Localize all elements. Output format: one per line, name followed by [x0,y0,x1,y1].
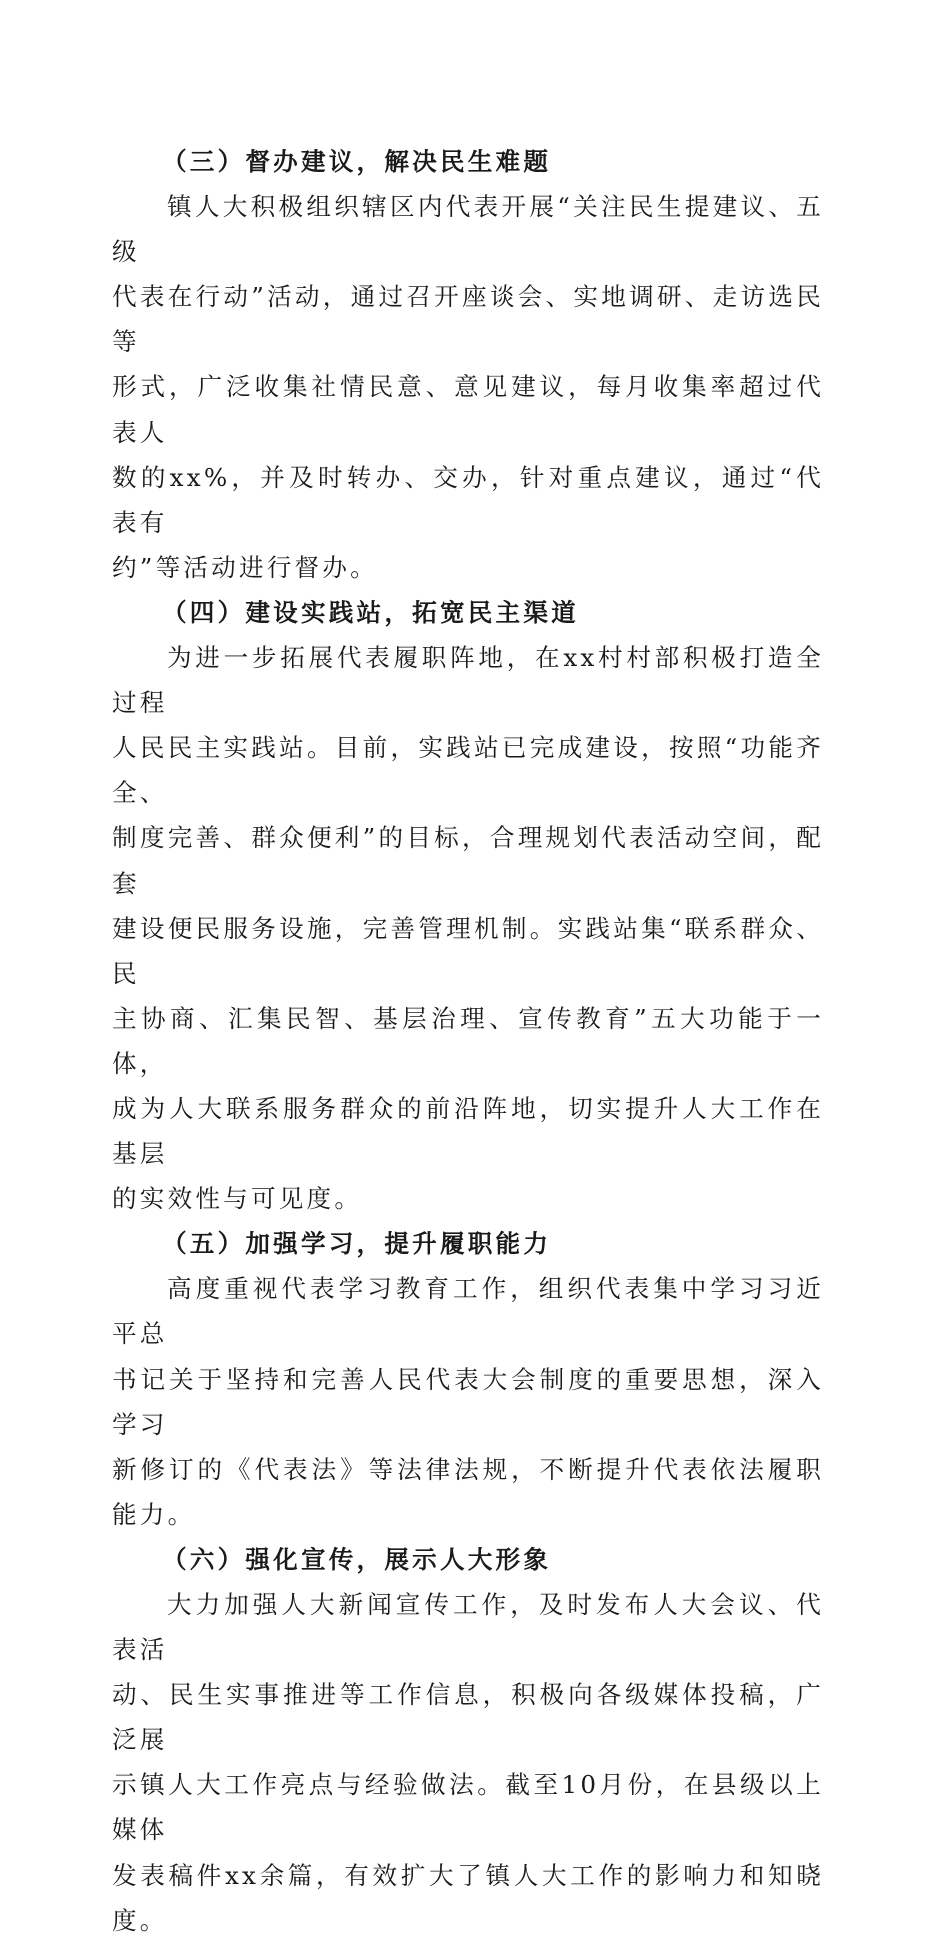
paragraph-line: 代表在行动”活动，通过召开座谈会、实地调研、走访选民等 [112,282,824,357]
section-paragraph-5 [112,1266,824,1537]
paragraph-line: 成为人大联系服务群众的前沿阵地，切实提升人大工作在基层 [112,1093,824,1169]
paragraph-line: 制度完善、群众便利”的目标，合理规划代表活动空间，配套 [112,823,824,898]
paragraph-line: 书记关于坚持和完善人民代表大会制度的重要思想，深入学习 [112,1364,824,1439]
paragraph-line: 的实效性与可见度。 [112,1184,363,1214]
paragraph-line: 动、民生实事推进等工作信息，积极向各级媒体投稿，广泛展 [112,1680,824,1755]
paragraph-line: 镇人大积极组织辖区内代表开展“关注民生提建议、五级 [112,192,824,267]
paragraph-line: 为进一步拓展代表履职阵地，在xx村村部积极打造全过程 [112,643,824,718]
paragraph-line: 大力加强人大新闻宣传工作，及时发布人大会议、代表活 [112,1590,824,1665]
paragraph-line: 约”等活动进行督办。 [112,552,378,582]
section-heading-6: （六）强化宣传，展示人大形象 [162,1544,552,1574]
paragraph-line: 建设便民服务设施，完善管理机制。实践站集“联系群众、民 [112,913,824,988]
section-heading-5: （五）加强学习，提升履职能力 [162,1229,552,1259]
section-paragraph-4 [112,635,824,1221]
paragraph-line: 高度重视代表学习教育工作，组织代表集中学习习近平总 [112,1274,824,1349]
section-heading-4: （四）建设实践站，拓宽民主渠道 [162,597,579,627]
paragraph-line: 发表稿件xx余篇，有效扩大了镇人大工作的影响力和知晓度。 [112,1860,824,1935]
paragraph-line: 人民民主实践站。目前，实践站已完成建设，按照“功能齐全、 [112,733,824,808]
document-body [112,139,824,1943]
section-heading-3: （三）督办建议，解决民生难题 [162,147,552,176]
paragraph-line: 新修订的《代表法》等法律法规，不断提升代表依法履职能力。 [112,1454,824,1529]
paragraph-line: 示镇人大工作亮点与经验做法。截至10月份，在县级以上媒体 [112,1770,824,1845]
paragraph-line: 主协商、汇集民智、基层治理、宣传教育”五大功能于一体， [112,1003,824,1078]
section-paragraph-6 [112,1582,824,1943]
paragraph-line: 形式，广泛收集社情民意、意见建议，每月收集率超过代表人 [112,372,824,447]
paragraph-line: 数的xx%，并及时转办、交办，针对重点建议，通过“代表有 [112,462,824,537]
section-paragraph-3 [112,184,824,590]
